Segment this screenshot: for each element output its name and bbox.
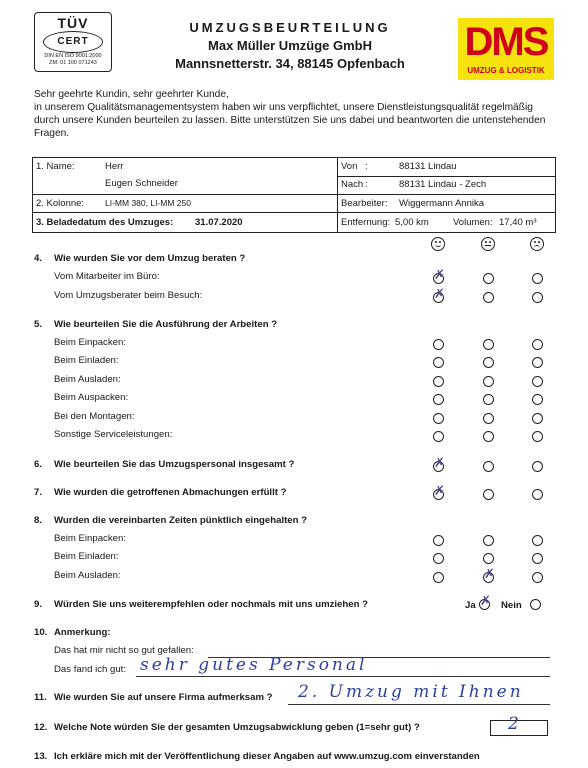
pos-answer-line (136, 676, 550, 677)
rating-radio[interactable] (532, 572, 543, 583)
rating-radio[interactable] (483, 357, 494, 368)
tuv-din-line1: DIN EN ISO 9001:2000 (44, 53, 102, 59)
kolonne-value: LI-MM 380, LI-MM 250 (105, 198, 191, 208)
rating-radio[interactable] (483, 553, 494, 564)
question-8: 8. Wurden die vereinbarten Zeiten pünktlich eingehalten ? (34, 515, 308, 526)
nein-label: Nein (501, 600, 522, 611)
q5-item: Beim Einpacken: (54, 337, 126, 348)
rating-radio[interactable] (433, 553, 444, 564)
customer-name: Eugen Schneider (105, 178, 178, 189)
rating-radio[interactable] (433, 413, 444, 424)
rating-radio[interactable] (433, 357, 444, 368)
checkmark-icon: ✗ (480, 594, 491, 609)
dms-logo-name: DMS (464, 20, 548, 64)
sad-face-icon (530, 237, 544, 251)
divider (337, 158, 338, 232)
rating-radio[interactable] (483, 535, 494, 546)
move-date: 31.07.2020 (195, 217, 243, 228)
rating-radio[interactable] (433, 394, 444, 405)
checkmark-icon: ✗ (484, 567, 495, 582)
date-label: 3. Beladedatum des Umzuges: (36, 217, 174, 228)
intro-text (34, 88, 554, 140)
rating-radio[interactable] (532, 273, 543, 284)
question-11: 11. Wie wurden Sie auf unsere Firma aufmerksam ? (34, 692, 273, 703)
q11-answer[interactable]: 2. Umzug mit Ihnen (298, 682, 524, 702)
bearbeiter-label: Bearbeiter: (341, 198, 388, 209)
question-7: 7. Wie wurden die getroffenen Abmachungen erfüllt ? (34, 487, 287, 498)
q8-item: Beim Einpacken: (54, 533, 126, 544)
tuv-cert-label: CERT (43, 31, 103, 53)
happy-face-icon (431, 237, 445, 251)
question-13: 13. Ich erkläre mich mit der Veröffentlichung dieser Angaben auf www.umzug.com einverstanden (34, 751, 480, 762)
rating-radio[interactable] (532, 461, 543, 472)
rating-radio[interactable] (483, 292, 494, 303)
company-address: Mannsnetterstr. 34, 88145 Opfenbach (175, 56, 405, 71)
rating-radio[interactable] (532, 535, 543, 546)
q4-item: Vom Umzugsberater beim Besuch: (54, 290, 203, 301)
q5-item: Bei den Montagen: (54, 411, 135, 422)
grade-box[interactable] (490, 720, 548, 736)
q5-item: Beim Einladen: (54, 355, 119, 366)
rating-radio[interactable] (483, 394, 494, 405)
q10-neg-label: Das hat mir nicht so gut gefallen: (54, 645, 194, 656)
q11-answer-line (288, 704, 550, 705)
dms-logo-subtitle: UMZUG & LOGISTIK (467, 66, 545, 75)
entfernung-value: 5,00 km (395, 217, 429, 228)
ja-label: Ja (465, 600, 476, 611)
rating-radio[interactable] (532, 376, 543, 387)
rating-radio[interactable] (483, 489, 494, 500)
nach-value: 88131 Lindau - Zech (399, 179, 487, 190)
q5-item: Sonstige Serviceleistungen: (54, 429, 173, 440)
dms-logo (458, 18, 554, 80)
tuv-din-line2: ZM: 01 100 071243 (49, 60, 97, 66)
volumen-value: 17,40 m³ (499, 217, 537, 228)
rating-radio[interactable] (483, 273, 494, 284)
q4-item: Vom Mitarbeiter im Büro: (54, 271, 160, 282)
rating-radio[interactable] (532, 339, 543, 350)
q5-item: Beim Auspacken: (54, 392, 129, 403)
q12-answer: 2 (508, 714, 519, 734)
volumen-label: Volumen: (453, 217, 493, 228)
checkmark-icon: ✗ (434, 484, 445, 499)
q5-item: Beim Ausladen: (54, 374, 121, 385)
nein-radio[interactable] (530, 599, 541, 610)
company-name: Max Müller Umzüge GmbH (208, 38, 372, 53)
rating-radio[interactable] (532, 357, 543, 368)
question-10: 10. Anmerkung: (34, 627, 111, 638)
tuv-cert-logo (34, 12, 112, 72)
rating-radio[interactable] (433, 572, 444, 583)
rating-radio[interactable] (483, 413, 494, 424)
checkmark-icon: ✗ (434, 287, 445, 302)
question-12: 12. Welche Note würden Sie der gesamten Umzugsabwicklung geben (1=sehr gut) ? (34, 722, 420, 733)
von-value: 88131 Lindau (399, 161, 457, 172)
rating-radio[interactable] (483, 431, 494, 442)
rating-radio[interactable] (433, 339, 444, 350)
rating-radio[interactable] (532, 431, 543, 442)
rating-radio[interactable] (532, 413, 543, 424)
rating-radio[interactable] (532, 553, 543, 564)
question-4: 4. Wie wurden Sie vor dem Umzug beraten ? (34, 253, 246, 264)
rating-radio[interactable] (532, 489, 543, 500)
intro-greeting: Sehr geehrte Kundin, sehr geehrter Kunde, (34, 89, 229, 100)
rating-radio[interactable] (532, 394, 543, 405)
kolonne-label: 2. Kolonne: (36, 198, 85, 209)
divider (33, 194, 555, 195)
rating-radio[interactable] (483, 339, 494, 350)
question-9: 9. Würden Sie uns weiterempfehlen oder nochmals mit uns umziehen ? (34, 599, 368, 610)
rating-radio[interactable] (433, 376, 444, 387)
checkmark-icon: ✗ (434, 456, 445, 471)
divider (33, 212, 555, 213)
form-title: UMZUGSBEURTEILUNG (189, 20, 391, 35)
tuv-din (35, 53, 111, 67)
pos-answer[interactable]: sehr gutes Personal (140, 655, 368, 675)
salutation: Herr (105, 161, 124, 172)
divider (337, 176, 555, 177)
checkmark-icon: ✗ (434, 268, 445, 283)
neutral-face-icon (481, 237, 495, 251)
bearbeiter-value: Wiggermann Annika (399, 198, 485, 209)
customer-info-box: 1. Name: Herr Eugen Schneider 2. Kolonne: LI-MM 380, LI-MM 250 3. Beladedatum des Umzuges: 31.07.2020 Von : 88131 Lindau Nach : 88131 Lindau - Zech Bearbeiter: Wiggermann Annika Entfernung: 5,00 km Volumen: 17,40 m³ (32, 157, 556, 233)
rating-radio[interactable] (532, 292, 543, 303)
tuv-title: TÜV (57, 15, 89, 31)
intro-body: in unserem Qualitätsmanagementsystem haben wir uns verpflichtet, unsere Dienstleistungsqualität regelmäßig durch unsere Kunden beurteilen zu lassen. Bitte unterstützen Sie uns dabei und beantworten die untenstehenden Fragen. (34, 102, 546, 139)
entfernung-label: Entfernung: (341, 217, 391, 228)
rating-radio[interactable] (433, 535, 444, 546)
question-5: 5. Wie beurteilen Sie die Ausführung der Arbeiten ? (34, 319, 278, 330)
q8-item: Beim Ausladen: (54, 570, 121, 581)
rating-radio[interactable] (483, 461, 494, 472)
question-6: 6. Wie beurteilen Sie das Umzugspersonal insgesamt ? (34, 459, 295, 470)
name-label: 1. Name: (36, 161, 75, 172)
nach-label: Nach (341, 179, 364, 190)
von-label: Von (341, 161, 358, 172)
q10-pos-label: Das fand ich gut: (54, 664, 126, 675)
rating-radio[interactable] (433, 431, 444, 442)
q8-item: Beim Einladen: (54, 551, 119, 562)
rating-radio[interactable] (483, 376, 494, 387)
